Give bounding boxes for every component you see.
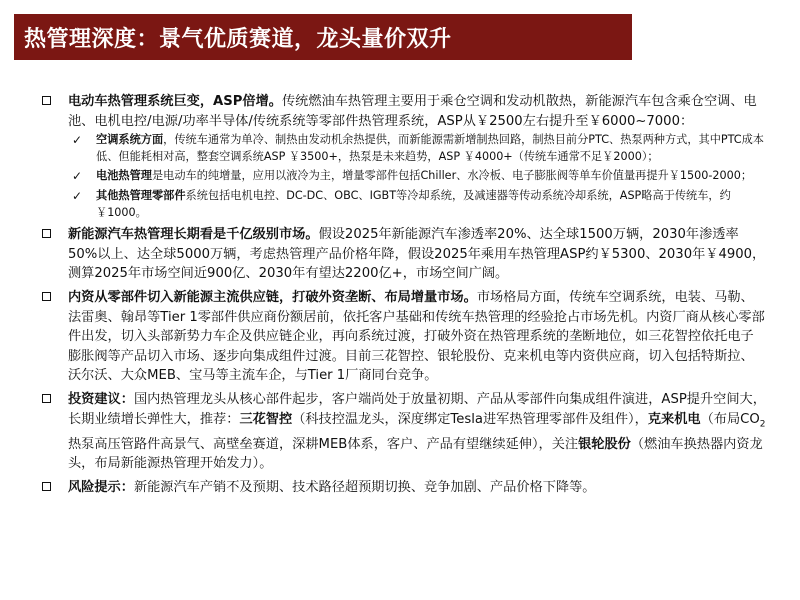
stock-yinlun: 银轮股份 [578,436,631,452]
sub-bullet-text: 系统包括电机电控、DC-DC、OBC、IGBT等冷却系统，及减速器等传动系统冷却系统，ASP略高于传统车，约￥1000。 [96,188,731,219]
content-body [40,92,766,502]
sub-bullet-ac-system [72,132,766,165]
bullet-heading: 电动车热管理系统巨变，ASP倍增。 [68,94,282,109]
bullet-heading: 投资建议： [68,391,134,407]
square-bullet-icon [42,96,51,105]
bullet-text: （燃油车换热器内资龙头，布局新能源热管理开始发力）。 [68,436,763,472]
bullet-text: 假设2025年新能源汽车渗透率20%、达全球1500万辆，2030年渗透率50%以上、达全球5000万辆，考虑热管理产品价格年降，假设2025年乘用车热管理ASP约￥5300、2030年￥4900，测算2025年市场空间近900亿、2030年有望达2200亿+，市场空间广阔。 [68,227,766,282]
square-bullet-icon [42,482,51,491]
bullet-heading: 风险提示： [68,479,134,495]
square-bullet-icon [42,229,51,238]
bullet-text: 市场格局方面，传统车空调系统，电装、马勒、法雷奥、翰昂等Tier 1零部件供应商份额居前，依托客户基础和传统车热管理的经验抢占市场先机。内资厂商从核心零部件出发，切入头部新势力车企及供应链企业，再向系统过渡，打破外资在热管理系统的垄断地位，如三花智控依托电子膨胀阀等产品切入市场、逐步向集成组件过渡。目前三花智控、银轮股份、克来机电等内资供应商，切入包括特斯拉、沃尔沃、大众MEB、宝马等主流车企，与Tier 1厂商同台竞争。 [68,289,765,384]
square-bullet-icon [42,292,51,301]
checkmark-icon: ✓ [72,188,83,203]
sub-bullet-heading: 其他热管理零部件 [96,188,186,202]
sub-bullet-list [72,132,766,221]
page-title: 热管理深度：景气优质赛道，龙头量价双升 [24,26,452,52]
square-bullet-icon [42,394,51,403]
bullet-text: （科技控温龙头，深度绑定Tesla进军热管理零部件及组件）， [292,411,648,427]
sub-bullet-battery-thermal [72,168,766,185]
checkmark-icon: ✓ [72,169,83,184]
bullet-text: 新能源汽车产销不及预期、技术路径超预期切换、竞争加剧、产品价格下降等。 [133,479,596,495]
checkmark-icon: ✓ [72,133,83,148]
bullet-investment-advice [40,390,766,474]
co2-subscript: 2 [759,419,766,430]
bullet-ev-thermal-asp [40,92,766,221]
bullet-heading: 内资从零部件切入新能源主流供应链，打破外资垄断、布局增量市场。 [68,289,477,305]
bullet-domestic-suppliers [40,288,766,386]
bullet-text: 国内热管理龙头从核心部件起步，客户端尚处于放量初期、产品从零部件向集成组件演进，ASP提升空间大，长期业绩增长弹性大，推荐： [68,391,766,427]
sub-bullet-text: 是电动车的纯增量，应用以液冷为主，增量零部件包括Chiller、水冷板、电子膨胀阀等单车价值量再提升￥1500-2000； [151,169,753,183]
bullet-risk-warning [40,478,766,498]
bullet-heading: 新能源汽车热管理长期看是千亿级别市场。 [68,227,319,243]
sub-bullet-heading: 空调系统方面 [96,133,164,147]
sub-bullet-text: ，传统车通常为单冷、制热由发动机余热提供，而新能源需新增制热回路，制热目前分PTC、热泵两种方式，其中PTC成本低、但能耗相对高，整套空调系统ASP ￥3500+，热泵是未来趋势，ASP ￥4000+（传统车通常不足￥2000）； [96,133,764,163]
title-bar [14,14,632,60]
bullet-market-size [40,225,766,284]
sub-bullet-heading: 电池热管理 [96,169,152,183]
stock-kelai: 克来机电 [647,411,701,427]
bullet-text: 热泵高压管路件高景气、高壁垒赛道，深耕MEB体系，客户、产品有望继续延伸），关注 [68,436,579,452]
bullet-text: 传统燃油车热管理主要用于乘仓空调和发动机散热，新能源汽车包含乘仓空调、电池、电机电控/电源/功率半导体/传统系统等零部件热管理系统，ASP从￥2500左右提升至￥6000~7000： [68,94,757,129]
stock-sanhua: 三花智控 [239,411,293,427]
bullet-text: （布局CO [700,411,760,427]
sub-bullet-other-components [72,188,766,221]
